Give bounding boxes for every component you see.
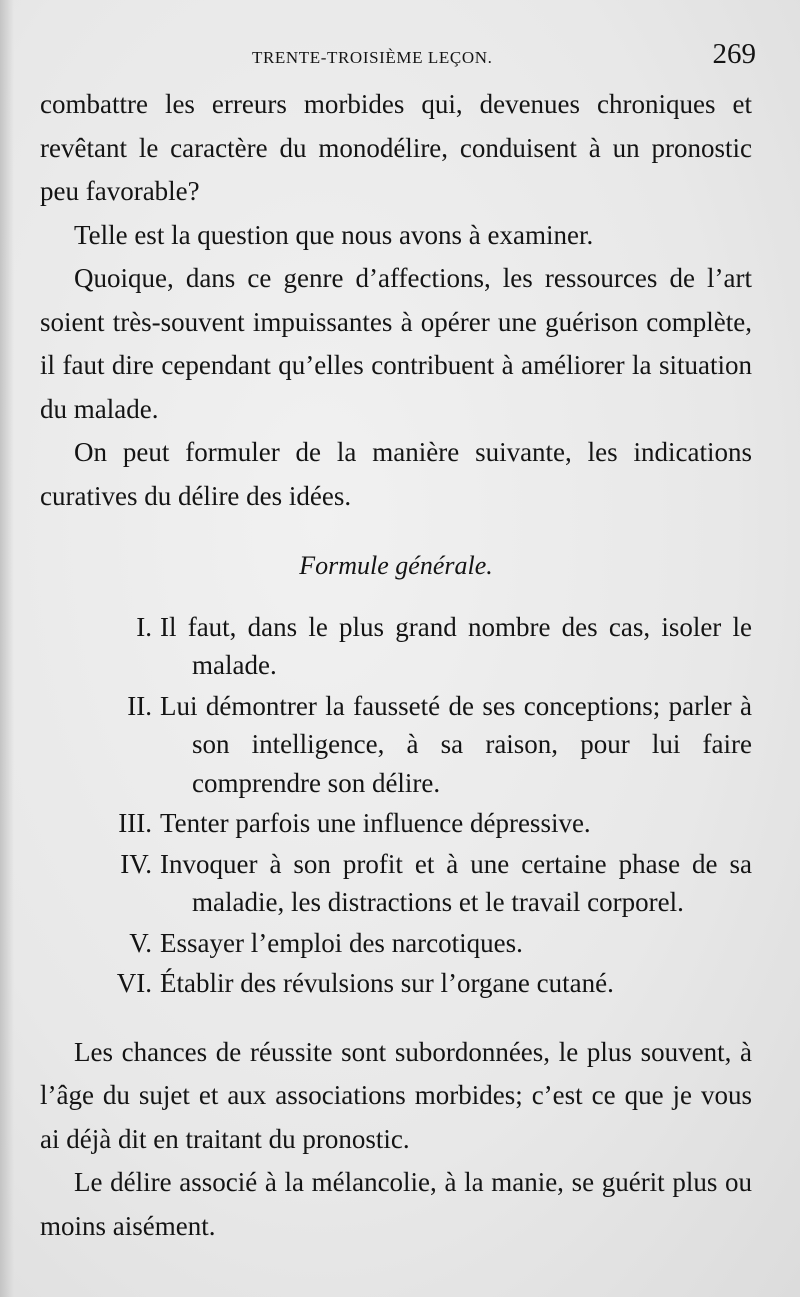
formula-item bbox=[40, 687, 752, 803]
item-numeral: II. bbox=[127, 690, 152, 721]
body-text bbox=[40, 83, 752, 1248]
formula-item bbox=[40, 845, 752, 922]
item-numeral: I. bbox=[136, 611, 152, 642]
formula-item bbox=[40, 924, 752, 963]
item-text: Essayer l’emploi des narcotiques. bbox=[160, 927, 523, 958]
paragraph: Le délire associé à la mélancolie, à la manie, se guérit plus ou moins aisément. bbox=[40, 1167, 752, 1241]
formula-item bbox=[40, 964, 752, 1003]
item-text: Invoquer à son profit et à une certaine phase de sa maladie, les distractions et le travail corporel. bbox=[160, 848, 752, 917]
paragraph: Telle est la question que nous avons à examiner. bbox=[74, 219, 594, 250]
page-header bbox=[0, 38, 800, 80]
paragraph: Les chances de réussite sont subordonnées, le plus souvent, à l’âge du sujet et aux associations morbides; c’est ce que je vous ai déjà dit en traitant du pronostic. bbox=[40, 1036, 752, 1154]
item-text: Tenter parfois une influence dépressive. bbox=[160, 808, 591, 838]
item-numeral: III. bbox=[118, 808, 152, 838]
item-numeral: VI. bbox=[116, 968, 152, 998]
paragraph: Quoique, dans ce genre d’affections, les ressources de l’art soient très-souvent impuissantes à opérer une guérison complète, il faut dire cependant qu’elles contribuent à améliorer la situation du malade. bbox=[40, 263, 752, 424]
page-number: 269 bbox=[712, 38, 756, 70]
paragraph: On peut formuler de la manière suivante, les indications curatives du délire des idées. bbox=[40, 437, 752, 511]
item-numeral: V. bbox=[129, 927, 152, 958]
item-text: Il faut, dans le plus grand nombre des cas, isoler le malade. bbox=[160, 611, 752, 680]
item-text: Lui démontrer la fausseté de ses conceptions; parler à son intelligence, à sa raison, pour lui faire comprendre son délire. bbox=[160, 690, 752, 798]
section-heading: Formule générale. bbox=[299, 551, 493, 580]
running-title: TRENTE-TROISIÈME LEÇON. bbox=[252, 48, 493, 67]
formula-item bbox=[40, 804, 752, 843]
item-text: Établir des révulsions sur l’organe cutané. bbox=[160, 968, 614, 998]
formula-list bbox=[40, 608, 752, 1003]
formula-item bbox=[40, 608, 752, 685]
paragraph: combattre les erreurs morbides qui, devenues chroniques et revêtant le caractère du monodélire, conduisent à un pronostic peu favorable? bbox=[40, 89, 752, 206]
item-numeral: IV. bbox=[120, 848, 152, 879]
